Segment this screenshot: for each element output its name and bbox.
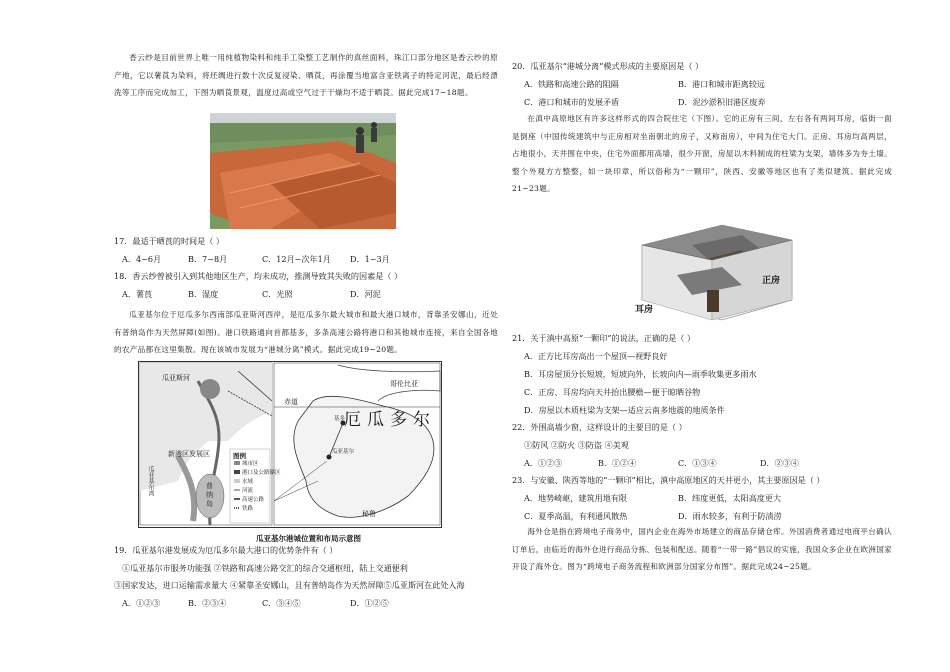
map-label-equator: 赤道 bbox=[284, 398, 298, 406]
q22-option-b[interactable]: B．①②④ bbox=[598, 458, 637, 468]
q21-stem: 21．关于滇中高原“一颗印”的说法，正确的是（ ） bbox=[512, 333, 696, 343]
map-legend-2: 港口及公路储区 bbox=[242, 470, 281, 476]
yikeyin-house-figure bbox=[632, 205, 798, 325]
q18-option-d[interactable]: D．河泥 bbox=[350, 289, 381, 299]
q17-option-d[interactable]: D．1~3月 bbox=[350, 254, 390, 264]
q19-option-a[interactable]: A．①②③ bbox=[122, 598, 161, 608]
q20-option-c[interactable]: C．港口和城市的发展矛盾 bbox=[524, 97, 620, 107]
q23-option-c[interactable]: C．夏季高温，有利通风散热 bbox=[524, 511, 628, 521]
q18-option-a[interactable]: A．薯莨 bbox=[122, 289, 153, 299]
q23-option-d[interactable]: D．雨水较多，有利于防渍涝 bbox=[678, 511, 782, 521]
q23-option-b[interactable]: B．纬度更低，太阳高度更大 bbox=[678, 493, 782, 503]
house-label-side: 耳房 bbox=[635, 305, 654, 315]
map-label-puna-1: 普 bbox=[206, 482, 213, 490]
intro-19-20: 瓜亚基尔位于厄瓜多尔西南部瓜亚斯河西岸，是厄瓜多尔最大城市和最大港口城市，背靠圣安娜山，近处有普纳岛作为天然屏障(如图)。港口铁路通向首都基多，多条高速公路将港口和其他城市连接，来自全国各地的农产品都在这里集散。现在该城市发展为“港城分离”模式。据此完成19~20题。 bbox=[114, 310, 498, 355]
map-label-puna-3: 岛 bbox=[206, 500, 213, 508]
q22-option-d[interactable]: D．②③④ bbox=[760, 458, 799, 468]
q17-stem: 17．最适于晒莨的时间是（ ） bbox=[114, 236, 224, 246]
q21-option-b[interactable]: B．耳房屋顶分长短坡，短坡向外，长坡向内—雨季收集更多雨水 bbox=[524, 369, 757, 379]
intro-17-18: 香云纱是目前世界上唯一用纯植物染料和纯手工染整工艺制作的真丝面料，珠江口部分地区是香云纱的原产地，它以薯莨为染料，将坯绸进行数十次反复浸染、晒莨，再涂覆当地富含亚铁离子的特定河泥，最后经漂洗等工序而完成加工，下图为晒莨景观，温度过高或空气过于干燥均不适于晒莨。据此完成17~18题。 bbox=[114, 53, 498, 98]
intro-24-25: 海外仓是指在跨境电子商务中，国内企业在海外市场建立的商品存储仓库。外国消费者通过电商平台确认订单后，由临近的海外仓进行商品分拣、包装和配送。随着“一带一路”倡议的实施，我国众多企业在欧洲国家开设了海外仓。图为“跨境电子商务流程和欧洲部分国家分布图”。据此完成24~25题。 bbox=[512, 527, 892, 572]
q20-option-d[interactable]: D．泥沙淤积旧港区废弃 bbox=[678, 97, 766, 107]
map-label-gulf: 瓜亚基尔湾 bbox=[147, 466, 154, 496]
map-legend-title: 图例 bbox=[233, 452, 246, 460]
map-legend-6: 铁路 bbox=[242, 506, 254, 512]
map-caption: 瓜亚基尔港城位置和布局示意图 bbox=[256, 534, 361, 543]
q19-statement-1: ①瓜亚基尔市服务功能强 ②铁路和高速公路交汇的综合交通枢纽，陆上交通便利 bbox=[122, 563, 408, 573]
drying-fabric-photo bbox=[210, 113, 396, 229]
map-legend-4: 河流 bbox=[242, 488, 254, 494]
map-label-peru: 秘鲁 bbox=[362, 510, 376, 518]
q18-option-b[interactable]: B．湿度 bbox=[188, 289, 219, 299]
q20-stem: 20．瓜亚基尔“港城分离”模式形成的主要原因是（ ） bbox=[512, 61, 704, 71]
q18-stem: 18．香云纱曾被引入到其他地区生产，均未成功，推测导致其失败的因素是（ ） bbox=[114, 271, 403, 281]
house-drawing bbox=[632, 205, 798, 325]
q21-option-a[interactable]: A．正方比耳房高出一个屋顶—视野良好 bbox=[524, 351, 668, 361]
q22-option-c[interactable]: C．①③④ bbox=[678, 458, 717, 468]
q17-option-a[interactable]: A．4~6月 bbox=[122, 254, 162, 264]
q19-stem: 19．瓜亚基尔港发展成为厄瓜多尔最大港口的优势条件有（ ） bbox=[114, 545, 338, 555]
map-label-country: 厄瓜多尔 bbox=[344, 410, 436, 430]
map-label-quito: 基多 bbox=[334, 416, 346, 422]
q19-option-b[interactable]: B．②③④ bbox=[188, 598, 227, 608]
map-label-river: 瓜亚斯河 bbox=[162, 374, 190, 382]
map-label-colombia: 哥伦比亚 bbox=[390, 380, 418, 388]
map-legend-5: 高速公路 bbox=[242, 497, 265, 503]
map-legend-1: 城市区 bbox=[242, 461, 259, 467]
q21-option-d[interactable]: D．房屋以木质柱梁为支架—适应云南多地震的地质条件 bbox=[524, 405, 725, 415]
map-label-guayaquil: 瓜亚基尔 bbox=[332, 449, 355, 455]
intro-21-23: 在滇中高原地区有许多这样形式的四合院住宅（下图）。它的正房有三间，左右各有两间耳房，临街一面是倒座（中国传统建筑中与正房相对坐南朝北的房子，又称南房），中间为住宅大门。正房、耳房均高两层，占地很小，天井围在中央，住宅外面都用高墙，很少开窗，房屋以木料制成的柱梁为支架，墙体多为夯土墙。整个外观方方整整，如一块印章，所以俗称为“一颗印”，陕西、安徽等地区也有了类似建筑。据此完成21~23题。 bbox=[512, 114, 892, 194]
q18-option-c[interactable]: C．光照 bbox=[262, 289, 293, 299]
q23-option-a[interactable]: A．地势崎岖，建筑用地有限 bbox=[524, 493, 627, 503]
q19-option-d[interactable]: D．①②⑤ bbox=[350, 598, 389, 608]
q19-statement-2: ③国家发达，进口运输需求量大 ④紧靠圣安娜山，且有普纳岛作为天然屏障⑤瓜亚斯河在此处入海 bbox=[114, 580, 465, 590]
q22-statements: ①防风 ②防火 ③防盗 ④美观 bbox=[524, 440, 629, 450]
q22-stem: 22．外围高墙少窗，这样设计的主要目的是（ ） bbox=[512, 422, 687, 432]
map-label-puna-2: 纳 bbox=[206, 491, 213, 499]
guayaquil-map bbox=[138, 361, 442, 543]
q20-option-b[interactable]: B．港口和城市距离较远 bbox=[678, 79, 765, 89]
map-legend-3: 水域 bbox=[242, 479, 254, 485]
q20-option-a[interactable]: A．铁路和高速公路的阻隔 bbox=[524, 79, 619, 89]
q23-stem: 23．与安徽、陕西等地的“一颗印”相比，滇中高原地区的天井更小，其主要原因是（ ） bbox=[512, 475, 825, 485]
q17-option-c[interactable]: C．12月~次年1月 bbox=[262, 254, 331, 264]
q17-option-b[interactable]: B．7~8月 bbox=[188, 254, 228, 264]
map-label-dev: 新港区发展区 bbox=[168, 450, 210, 458]
house-label-main: 正房 bbox=[762, 276, 781, 286]
q19-option-c[interactable]: C．③④⑤ bbox=[262, 598, 301, 608]
q22-option-a[interactable]: A．①②③ bbox=[524, 458, 563, 468]
q21-option-c[interactable]: C．正房、耳房均向天井抬出腰檐—便于晾晒谷物 bbox=[524, 387, 701, 397]
